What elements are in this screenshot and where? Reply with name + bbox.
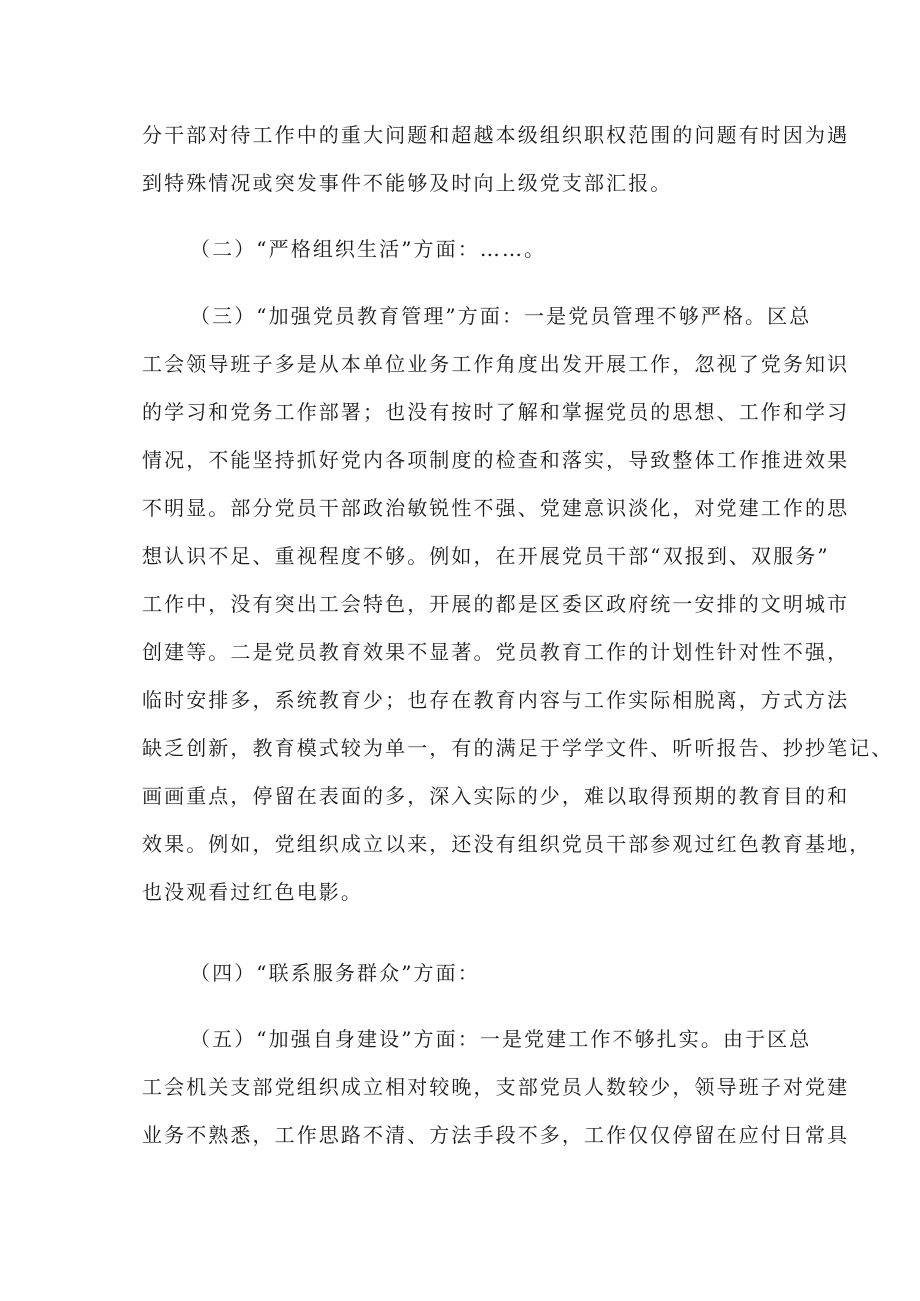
section-3-line-12: 效果。例如，党组织成立以来，还没有组织党员干部参观过红色教育基地， [142, 832, 872, 856]
section-3-line-7: 工作中，没有突出工会特色，开展的都是区委区政府统一安排的文明城市 [142, 592, 850, 616]
section-3-line-9: 临时安排多，系统教育少；也存在教育内容与工作实际相脱离，方式方法 [142, 688, 850, 712]
paragraph-intro-line-2: 到特殊情况或突发事件不能够及时向上级党支部汇报。 [142, 171, 673, 195]
section-4-heading: （四）“联系服务群众”方面： [190, 961, 480, 985]
section-3-line-10: 缺乏创新，教育模式较为单一，有的满足于学学文件、听听报告、抄抄笔记、 [142, 736, 894, 760]
section-5-line-1: （五）“加强自身建设”方面：一是党建工作不够扎实。由于区总 [190, 1027, 812, 1051]
section-3-line-4: 情况，不能坚持抓好党内各项制度的检查和落实，导致整体工作推进效果 [142, 448, 850, 472]
section-2-heading: （二）“严格组织生活”方面：……。 [190, 237, 547, 261]
section-3-line-3: 的学习和党务工作部署；也没有按时了解和掌握党员的思想、工作和学习 [142, 400, 850, 424]
section-3-line-1: （三）“加强党员教育管理”方面：一是党员管理不够严格。区总 [190, 304, 812, 328]
section-3-line-8: 创建等。二是党员教育效果不显著。党员教育工作的计划性针对性不强， [142, 640, 850, 664]
section-3-line-13: 也没观看过红色电影。 [142, 880, 363, 904]
section-5-line-3: 业务不熟悉，工作思路不清、方法手段不多，工作仅仅停留在应付日常具 [142, 1123, 850, 1147]
section-3-line-11: 画画重点，停留在表面的多，深入实际的少，难以取得预期的教育目的和 [142, 784, 850, 808]
section-5-line-2: 工会机关支部党组织成立相对较晚，支部党员人数较少，领导班子对党建 [142, 1075, 850, 1099]
section-3-line-5: 不明显。部分党员干部政治敏锐性不强、党建意识淡化，对党建工作的思 [142, 496, 850, 520]
section-3-line-6: 想认识不足、重视程度不够。例如，在开展党员干部“双报到、双服务” [142, 544, 830, 568]
paragraph-intro-line-1: 分干部对待工作中的重大问题和超越本级组织职权范围的问题有时因为遇 [142, 123, 850, 147]
section-3-line-2: 工会领导班子多是从本单位业务工作角度出发开展工作，忽视了党务知识 [142, 352, 850, 376]
